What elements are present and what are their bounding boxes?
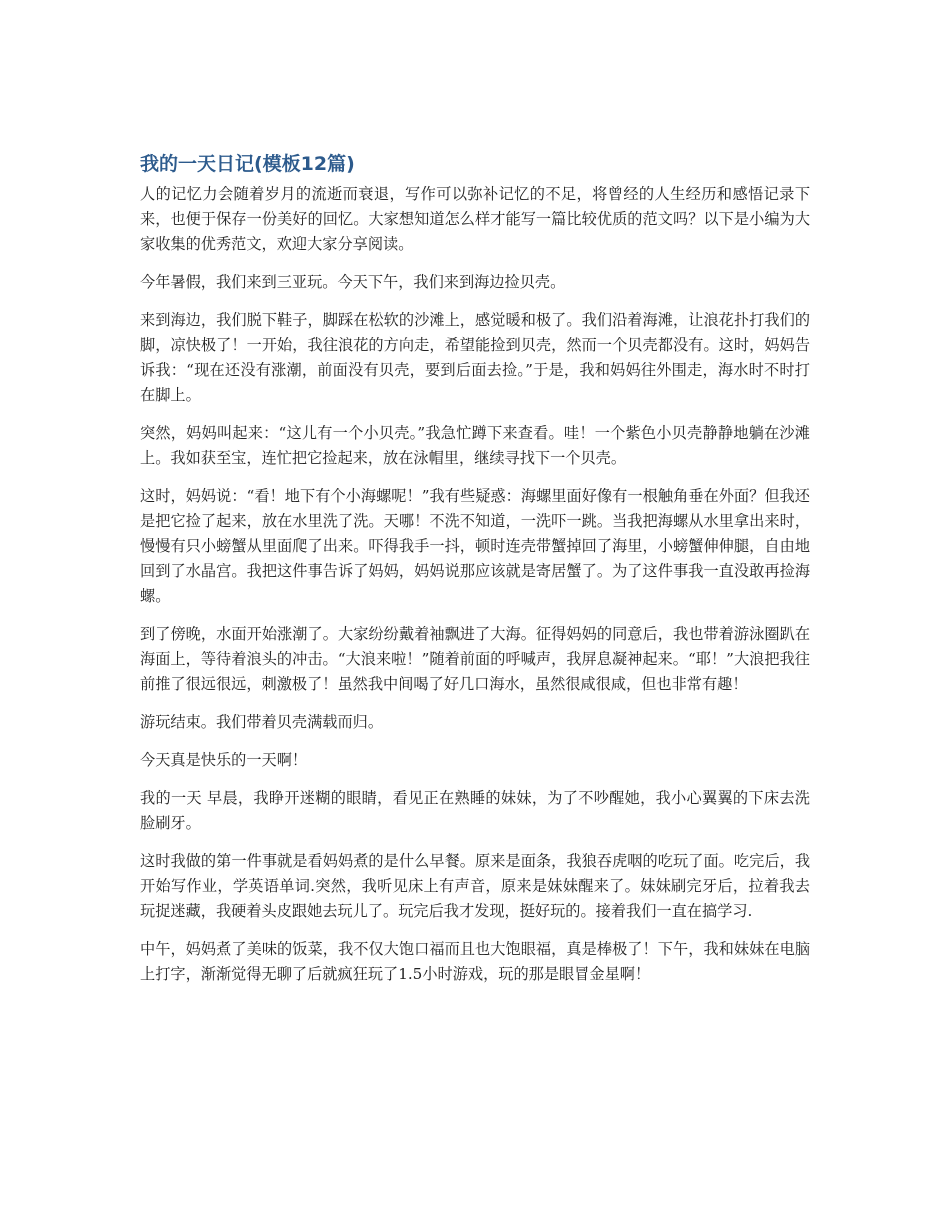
paragraph: 这时，妈妈说：“看！地下有个小海螺呢！”我有些疑惑：海螺里面好像有一根触角垂在外面？但我还是把它捡了起来，放在水里洗了洗。天哪！不洗不知道，一洗吓一跳。当我把海螺从水里拿出来时，慢慢有只小螃蟹从里面爬了出来。吓得我手一抖，顿时连壳带蟹掉回了海里，小螃蟹伸伸腿，自由地回到了水晶宫。我把这件事告诉了妈妈，妈妈说那应该就是寄居蟹了。为了这件事我一直没敢再捡海螺。 [140,487,810,605]
paragraph: 我的一天 早晨，我睁开迷糊的眼睛，看见正在熟睡的妹妹，为了不吵醒她，我小心翼翼的下床去洗脸刷牙。 [140,789,810,832]
paragraph: 突然，妈妈叫起来：“这儿有一个小贝壳。”我急忙蹲下来查看。哇！一个紫色小贝壳静静地躺在沙滩上。我如获至宝，连忙把它捡起来，放在泳帽里，继续寻找下一个贝壳。 [140,424,810,467]
paragraph: 游玩结束。我们带着贝壳满载而归。 [140,713,383,731]
document-title: 我的一天日记(模板12篇) [140,153,355,175]
paragraph: 来到海边，我们脱下鞋子，脚踩在松软的沙滩上，感觉暖和极了。我们沿着海滩，让浪花扑打我们的脚，凉快极了！一开始，我往浪花的方向走，希望能捡到贝壳，然而一个贝壳都没有。这时，妈妈告诉我：“现在还没有涨潮，前面没有贝壳，要到后面去捡。”于是，我和妈妈往外围走，海水时不时打在脚上。 [140,311,810,404]
document-page [140,150,810,1000]
paragraph: 中午，妈妈煮了美味的饭菜，我不仅大饱口福而且也大饱眼福，真是棒极了！下午，我和妹妹在电脑上打字，渐渐觉得无聊了后就疯狂玩了1.5小时游戏，玩的那是眼冒金星啊！ [140,940,810,983]
paragraph: 到了傍晚，水面开始涨潮了。大家纷纷戴着袖飘进了大海。征得妈妈的同意后，我也带着游泳圈趴在海面上，等待着浪头的冲击。“大浪来啦！”随着前面的呼喊声，我屏息凝神起来。“耶！”大浪把我往前推了很远很远，刺激极了！虽然我中间喝了好几口海水，虽然很咸很咸，但也非常有趣！ [140,625,810,693]
paragraph-intro: 人的记忆力会随着岁月的流逝而衰退，写作可以弥补记忆的不足，将曾经的人生经历和感悟记录下来，也便于保存一份美好的回忆。大家想知道怎么样才能写一篇比较优质的范文吗？以下是小编为大家收集的优秀范文，欢迎大家分享阅读。 [140,185,810,253]
paragraph: 今天真是快乐的一天啊！ [140,751,308,769]
paragraph: 这时我做的第一件事就是看妈妈煮的是什么早餐。原来是面条，我狼吞虎咽的吃玩了面。吃完后，我开始写作业，学英语单词.突然，我听见床上有声音，原来是妹妹醒来了。妹妹刷完牙后，拉着我去玩捉迷藏，我硬着头皮跟她去玩儿了。玩完后我才发现，挺好玩的。接着我们一直在搞学习. [140,852,810,920]
paragraph: 今年暑假，我们来到三亚玩。今天下午，我们来到海边捡贝壳。 [140,273,566,291]
